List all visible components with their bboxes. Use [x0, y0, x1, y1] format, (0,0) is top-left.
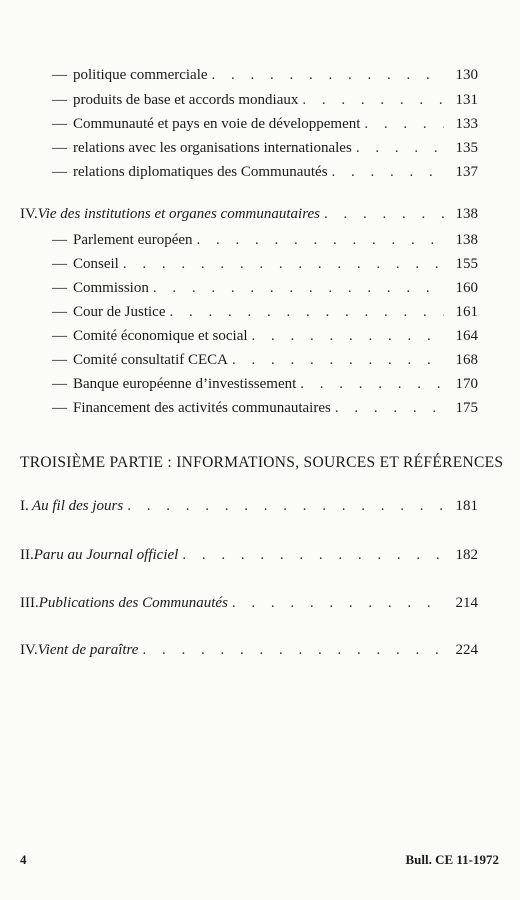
section-title: Vie des institutions et organes communautaires	[37, 206, 320, 222]
section-numeral: IV.	[20, 206, 38, 222]
section-title: Publications des Communautés	[38, 595, 228, 611]
entry-page-number: 138	[455, 232, 478, 248]
entry-dash: —	[52, 140, 67, 156]
section-page-number: 138	[455, 206, 478, 222]
toc-part3-publications	[20, 591, 478, 615]
entry-title: Comité consultatif CECA	[73, 352, 228, 368]
entry-page-number: 168	[455, 352, 478, 368]
footer-reference: Bull. CE 11-1972	[405, 852, 499, 867]
toc-entry-comite-consultatif-ceca	[52, 348, 478, 372]
dot-leader	[232, 591, 444, 615]
section-title: Paru au Journal officiel	[33, 547, 179, 563]
dot-leader	[127, 494, 444, 518]
entry-title: Conseil	[73, 256, 119, 272]
section-numeral: IV.	[20, 642, 38, 658]
entry-title: Cour de Justice	[73, 304, 166, 320]
entry-page-number: 137	[455, 164, 478, 180]
toc-part3-journal-officiel	[20, 543, 478, 567]
entry-dash: —	[52, 376, 67, 392]
dot-leader	[142, 638, 444, 662]
entry-title: produits de base et accords mondiaux	[73, 92, 299, 108]
toc-entry-politique-commerciale	[52, 63, 478, 87]
entry-page-number: 135	[455, 140, 478, 156]
entry-title: Financement des activités communautaires	[73, 400, 331, 416]
entry-title: Communauté et pays en voie de développement	[73, 116, 361, 132]
entry-dash: —	[52, 256, 67, 272]
entry-title: Banque européenne d’investissement	[73, 376, 297, 392]
entry-title: Parlement européen	[73, 232, 193, 248]
section-page-number: 182	[455, 547, 478, 563]
dot-leader	[232, 348, 444, 372]
section-page-number: 224	[455, 642, 478, 658]
dot-leader	[364, 112, 444, 136]
dot-leader	[182, 543, 444, 567]
dot-leader	[324, 202, 444, 226]
entry-dash: —	[52, 400, 67, 416]
toc-entry-conseil	[52, 252, 478, 276]
entry-page-number: 175	[455, 400, 478, 416]
dot-leader	[169, 300, 444, 324]
entry-page-number: 161	[455, 304, 478, 320]
entry-page-number: 133	[455, 116, 478, 132]
entry-title: relations avec les organisations internationales	[73, 140, 352, 156]
dot-leader	[252, 324, 444, 348]
entry-dash: —	[52, 67, 67, 83]
section-numeral: I.	[20, 498, 29, 514]
entry-dash: —	[52, 116, 67, 132]
entry-dash: —	[52, 92, 67, 108]
toc-entry-commission	[52, 276, 478, 300]
toc-entry-cour-de-justice	[52, 300, 478, 324]
toc-entry-comite-economique-social	[52, 324, 478, 348]
toc-entry-banque-europeenne	[52, 372, 478, 396]
section-title: Au fil des jours	[31, 498, 124, 514]
entry-dash: —	[52, 232, 67, 248]
dot-leader	[197, 228, 444, 252]
part-three-heading: TROISIÈME PARTIE : INFORMATIONS, SOURCES ET RÉFÉRENCES	[20, 454, 504, 471]
entry-page-number: 164	[455, 328, 478, 344]
toc-entry-parlement-europeen	[52, 228, 478, 252]
entry-dash: —	[52, 304, 67, 320]
entry-dash: —	[52, 352, 67, 368]
entry-page-number: 155	[455, 256, 478, 272]
toc-section-iv	[20, 202, 478, 226]
section-page-number: 214	[455, 595, 478, 611]
dot-leader	[332, 160, 444, 184]
toc-entry-pays-en-voie-de-developpement	[52, 112, 478, 136]
toc-entry-produits-de-base	[52, 88, 478, 112]
entry-page-number: 131	[455, 92, 478, 108]
dot-leader	[356, 136, 444, 160]
dot-leader	[153, 276, 444, 300]
toc-entry-organisations-internationales	[52, 136, 478, 160]
entry-page-number: 130	[455, 67, 478, 83]
section-numeral: II.	[20, 547, 34, 563]
entry-dash: —	[52, 164, 67, 180]
dot-leader	[212, 63, 444, 87]
toc-part3-vient-de-paraitre	[20, 638, 478, 662]
entry-title: relations diplomatiques des Communautés	[73, 164, 328, 180]
dot-leader	[300, 372, 444, 396]
entry-title: Comité économique et social	[73, 328, 248, 344]
entry-dash: —	[52, 280, 67, 296]
entry-dash: —	[52, 328, 67, 344]
section-numeral: III.	[20, 595, 39, 611]
entry-title: politique commerciale	[73, 67, 208, 83]
entry-title: Commission	[73, 280, 149, 296]
toc-entry-financement	[52, 396, 478, 420]
section-page-number: 181	[455, 498, 478, 514]
dot-leader	[335, 396, 444, 420]
dot-leader	[123, 252, 444, 276]
section-title: Vient de paraître	[37, 642, 139, 658]
toc-part3-au-fil-des-jours	[20, 494, 478, 518]
toc-entry-relations-diplomatiques	[52, 160, 478, 184]
entry-page-number: 170	[455, 376, 478, 392]
dot-leader	[302, 88, 444, 112]
entry-page-number: 160	[455, 280, 478, 296]
footer-page-number: 4	[20, 852, 27, 867]
